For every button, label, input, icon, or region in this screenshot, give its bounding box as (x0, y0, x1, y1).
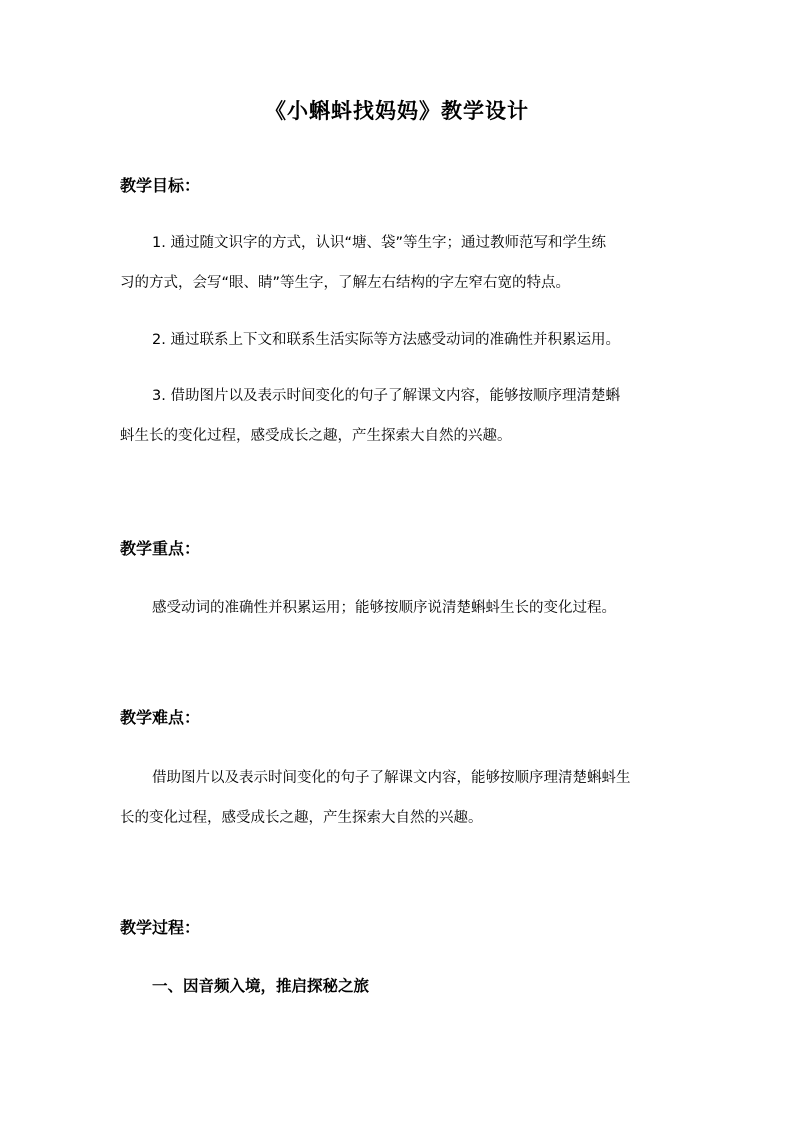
objective-item-1-line-1: 1. 通过随文识字的方式，认识“塘、袋”等生字；通过教师范写和学生练 (152, 235, 606, 251)
process-heading: 教学过程： (120, 918, 201, 937)
objective-item-2-line-1: 2. 通过联系上下文和联系生活实际等方法感受动词的准确性并积累运用。 (152, 332, 620, 348)
objective-item-3 (120, 384, 680, 448)
objective-item-1 (120, 231, 680, 295)
objective-item-2 (120, 328, 680, 352)
objectives-heading: 教学目标： (120, 176, 201, 195)
difficulties-line-2: 长的变化过程，感受成长之趣，产生探索大自然的兴趣。 (120, 810, 483, 826)
process-step-1: 一、因音频入境，推启探秘之旅 (152, 976, 370, 995)
difficulties-line-1: 借助图片以及表示时间变化的句子了解课文内容，能够按顺序理清楚蝌蚪生 (152, 770, 631, 786)
key-points-line-1: 感受动词的准确性并积累运用；能够按顺序说清楚蝌蚪生长的变化过程。 (152, 600, 616, 616)
key-points-heading: 教学重点： (120, 539, 201, 558)
objective-item-3-line-1: 3. 借助图片以及表示时间变化的句子了解课文内容，能够按顺序理清楚蝌 (152, 388, 620, 404)
key-points-paragraph (120, 596, 680, 620)
difficulties-paragraph (120, 766, 680, 830)
objective-item-1-line-2: 习的方式，会写“眼、睛”等生字，了解左右结构的字左窄右宽的特点。 (120, 275, 571, 291)
document-title: 《小蝌蚪找妈妈》教学设计 (265, 98, 529, 123)
objective-item-3-line-2: 蚪生长的变化过程，感受成长之趣，产生探索大自然的兴趣。 (120, 428, 512, 444)
difficulties-heading: 教学难点： (120, 708, 201, 727)
